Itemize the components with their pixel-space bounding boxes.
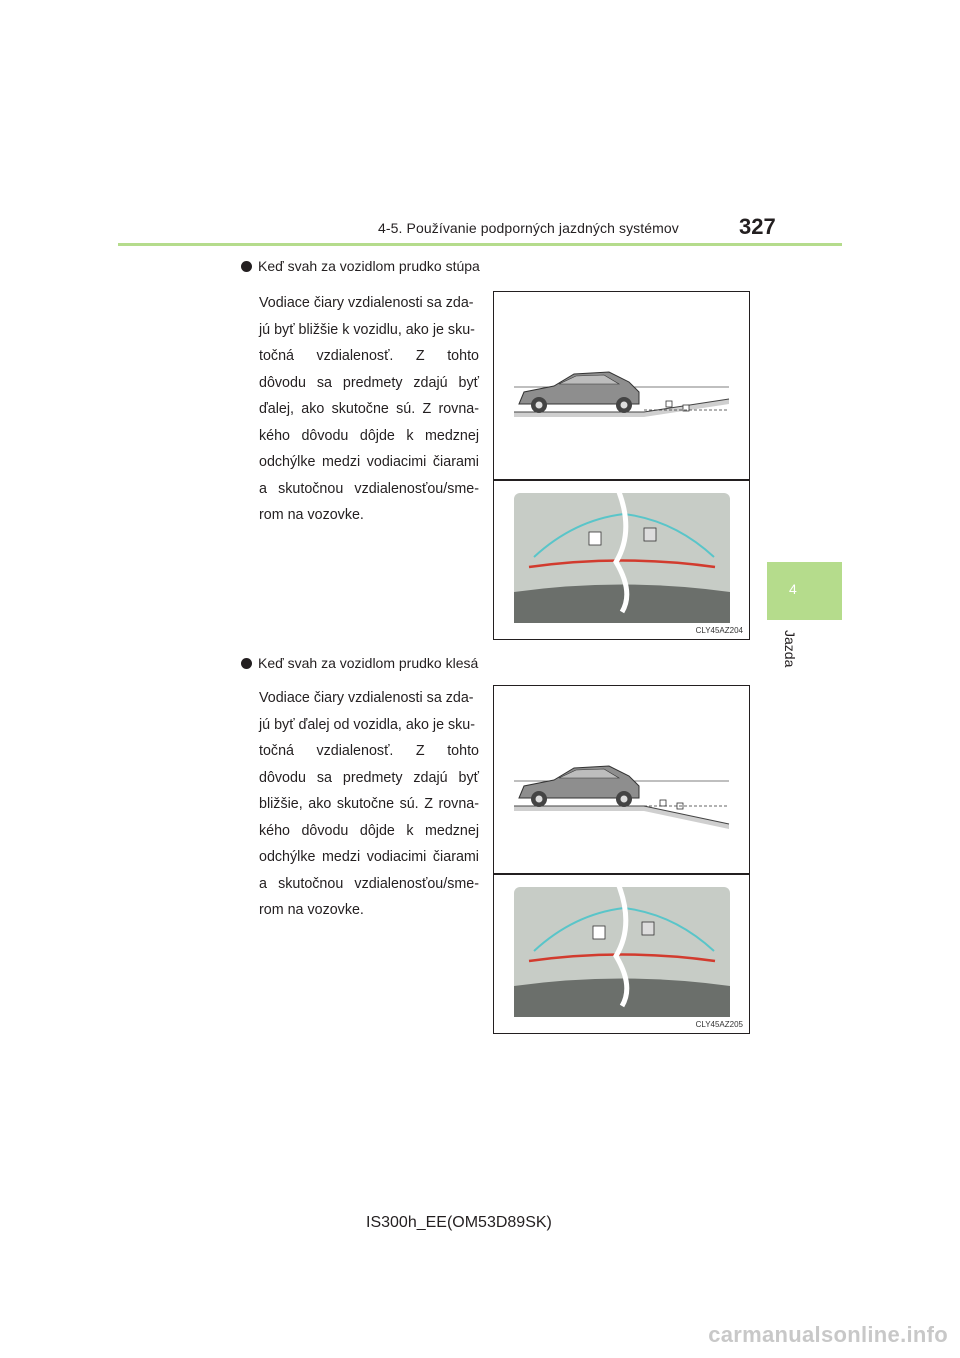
text-line: točná vzdialenosť. Z tohto <box>259 348 479 364</box>
text-line: odchýlke medzi vodiacimi čiarami <box>259 849 479 865</box>
watermark: carmanualsonline.info <box>708 1322 948 1347</box>
chapter-number: 4 <box>789 581 797 597</box>
model-code: IS300h_EE(OM53D89SK) <box>366 1214 552 1231</box>
figure-uphill <box>493 291 750 640</box>
bullet-uphill <box>241 258 480 274</box>
text-line: bližšie, ako skutočne sú. Z rovna- <box>259 796 479 812</box>
text-line: Vodiace čiary vzdialenosti sa zda- <box>259 295 474 311</box>
bullet-dot <box>241 261 252 272</box>
section-title: 4-5. Používanie podporných jazdných systémov <box>378 220 679 236</box>
header-rule <box>118 243 842 246</box>
chapter-tab <box>767 562 842 620</box>
figure-code: CLY45AZ204 <box>695 626 743 635</box>
text-line: dôvodu sa predmety zdajú byť <box>259 374 479 391</box>
text-line: ďalej, ako skutočne sú. Z rovna- <box>259 401 479 417</box>
text-line: kého dôvodu dôjde k medznej <box>259 822 479 839</box>
text-line: točná vzdialenosť. Z tohto <box>259 743 479 759</box>
text-line: dôvodu sa predmety zdajú byť <box>259 769 479 786</box>
text-line: a skutočnou vzdialenosťou/sme- <box>259 480 479 497</box>
chapter-label: Jazda <box>782 630 798 668</box>
text-line: kého dôvodu dôjde k medznej <box>259 427 479 444</box>
uphill-illustration <box>494 292 749 639</box>
paragraph-downhill <box>259 685 479 924</box>
bullet-dot <box>241 658 252 669</box>
text-line: rom na vozovke. <box>259 902 364 918</box>
text-line: a skutočnou vzdialenosťou/sme- <box>259 875 479 892</box>
text-line: odchýlke medzi vodiacimi čiarami <box>259 454 479 470</box>
page-number: 327 <box>739 214 776 239</box>
downhill-illustration <box>494 686 749 1033</box>
bullet-downhill <box>241 655 478 671</box>
bullet-uphill-text: Keď svah za vozidlom prudko stúpa <box>258 258 480 274</box>
text-line: jú byť ďalej od vozidla, ako je sku- <box>259 716 476 733</box>
text-line: Vodiace čiary vzdialenosti sa zda- <box>259 690 474 706</box>
text-line: rom na vozovke. <box>259 507 364 523</box>
figure-downhill <box>493 685 750 1034</box>
paragraph-uphill <box>259 290 479 529</box>
text-line: jú byť bližšie k vozidlu, ako je sku- <box>259 321 475 338</box>
figure-code: CLY45AZ205 <box>695 1020 743 1029</box>
bullet-downhill-text: Keď svah za vozidlom prudko klesá <box>258 655 479 671</box>
